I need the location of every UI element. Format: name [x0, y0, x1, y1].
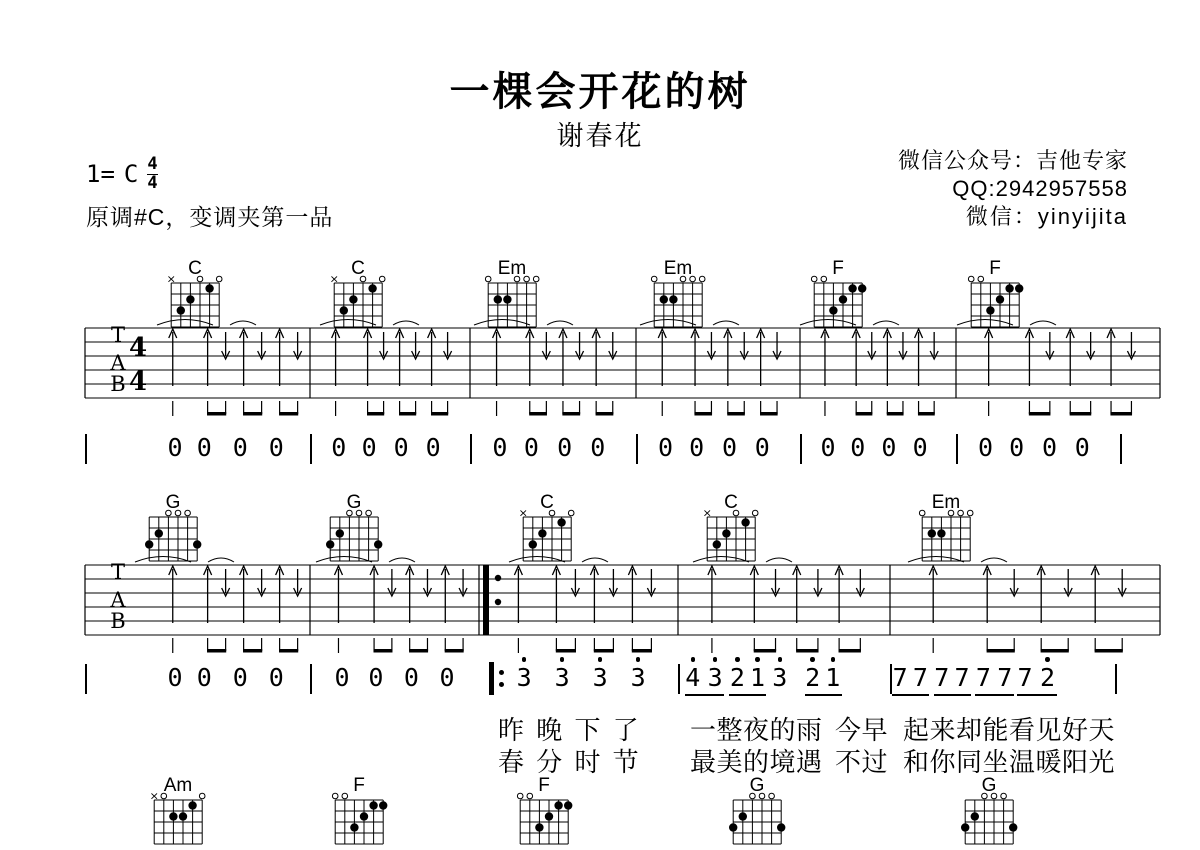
lyrics-line-2-group: 春 分 时 节: [498, 747, 640, 777]
melody-note: 2: [805, 663, 821, 692]
lyrics-line-2-group: 和你同坐温暖阳光: [903, 747, 1116, 777]
eighth-beam: [839, 649, 861, 653]
staff-time-signature: 4: [128, 367, 148, 397]
tie-arc-small: [547, 321, 573, 325]
octave-dot: [831, 657, 836, 662]
system-2-tab-staff: [0, 543, 1200, 659]
finger-dot: [545, 812, 553, 820]
repeat-start-sign: [479, 565, 501, 635]
finger-dot: [660, 295, 668, 303]
melody-note: 3: [630, 663, 646, 692]
finger-dot: [1009, 823, 1017, 831]
eighth-underline: [805, 694, 842, 696]
eighth-beam: [694, 412, 712, 416]
eighth-beam: [727, 412, 745, 416]
open-string-mark: [811, 276, 817, 282]
tab-letter-T: T: [110, 323, 126, 347]
octave-dot: [522, 657, 527, 662]
finger-dot: [379, 801, 387, 809]
lyrics-line-1-group: 昨 晚 下 了: [498, 715, 640, 745]
melody-note: 0: [425, 433, 441, 462]
finger-dot: [1015, 284, 1023, 292]
tie-arc-small: [389, 558, 415, 562]
contact-block: [898, 147, 1128, 231]
eighth-beam: [1041, 649, 1069, 653]
melody-barline: [85, 664, 87, 694]
melody-note: 0: [977, 433, 994, 462]
chord-name-label: Em: [497, 259, 527, 279]
finger-dot: [937, 529, 945, 537]
time-signature: [147, 156, 157, 193]
melody-note: 0: [820, 433, 836, 462]
chord-name-label: C: [724, 493, 738, 513]
eighth-beam: [207, 649, 226, 653]
open-string-mark: [332, 793, 338, 799]
eighth-beam: [556, 649, 576, 653]
contact-line-wechat-official: 微信公众号：吉他专家: [897, 148, 1128, 173]
finger-dot: [535, 823, 543, 831]
tie-arc: [135, 557, 191, 563]
finger-dot: [557, 518, 565, 526]
open-string-mark: [958, 510, 964, 516]
melody-note: 0: [268, 663, 284, 692]
melody-note: 0: [590, 433, 606, 462]
eighth-beam: [887, 412, 904, 416]
octave-dot: [778, 657, 783, 662]
contact-line-qq: QQ:2942957558: [952, 176, 1128, 201]
chord-name-label: F: [353, 776, 365, 796]
eighth-beam: [1070, 412, 1092, 416]
melody-note: 7: [954, 663, 970, 692]
tie-arc: [640, 320, 696, 326]
eighth-beam: [1029, 412, 1051, 416]
melody-note: 1: [749, 663, 766, 692]
finger-dot: [349, 295, 357, 303]
system-1-tab-staff: [0, 306, 1200, 422]
chord-name-label: C: [188, 259, 202, 279]
tie-arc-small: [582, 558, 608, 562]
finger-dot: [368, 284, 376, 292]
finger-dot: [729, 823, 737, 831]
melody-barline: [678, 664, 680, 694]
melody-note: 0: [439, 663, 455, 692]
key-signature: [86, 156, 158, 193]
staff-time-signature: 4: [128, 333, 148, 363]
eighth-beam: [760, 412, 778, 416]
chord-diagram-G: [951, 776, 1027, 848]
melody-note: 0: [1074, 433, 1090, 462]
octave-dot: [691, 657, 696, 662]
melody-note: 7: [997, 663, 1013, 692]
lyrics-line-2-group: 不过: [835, 747, 889, 777]
eighth-beam: [399, 412, 416, 416]
song-title: 一棵会开花的树: [449, 70, 751, 114]
melody-note: 0: [232, 433, 248, 462]
melody-note: 0: [881, 433, 897, 462]
open-string-mark: [690, 276, 696, 282]
eighth-beam: [243, 649, 262, 653]
octave-dot: [713, 657, 718, 662]
octave-dot: [560, 657, 565, 662]
octave-dot: [1045, 657, 1050, 662]
eighth-underline: [975, 694, 1013, 696]
tab-letter-A: A: [110, 351, 126, 375]
melody-note: 3: [707, 663, 723, 692]
tie-arc-small: [713, 321, 739, 325]
finger-dot: [169, 812, 177, 820]
octave-dot: [810, 657, 815, 662]
open-string-mark: [699, 276, 705, 282]
finger-dot: [848, 284, 856, 292]
octave-dot: [755, 657, 760, 662]
eighth-beam: [279, 649, 298, 653]
lyrics-line-2-group: 最美的境遇: [690, 747, 823, 777]
lyrics-line-1-group: 起来却能看见好天: [903, 715, 1116, 745]
tie-arc-small: [981, 558, 1007, 562]
tie-arc-small: [1030, 321, 1056, 325]
melody-barline: [310, 434, 312, 464]
melody-note: 2: [729, 663, 745, 692]
eighth-beam: [431, 412, 448, 416]
eighth-beam: [279, 412, 298, 416]
eighth-beam: [856, 412, 873, 416]
artist-name: 谢春花: [556, 121, 644, 151]
tie-arc-small: [230, 321, 256, 325]
tab-letter-T: T: [110, 560, 126, 584]
open-string-mark: [821, 276, 827, 282]
eighth-beam: [445, 649, 464, 653]
eighth-beam: [207, 412, 226, 416]
melody-note: 0: [912, 433, 928, 462]
finger-dot: [369, 801, 377, 809]
tie-arc: [800, 320, 856, 326]
melody-note: 3: [554, 663, 570, 692]
finger-dot: [155, 529, 163, 537]
octave-dot: [598, 657, 603, 662]
melody-note: 7: [1017, 663, 1033, 692]
finger-dot: [996, 295, 1004, 303]
muted-string-mark: ×: [702, 506, 712, 520]
lyrics-line-1-group: 一整夜的雨: [690, 715, 823, 745]
muted-string-mark: ×: [518, 506, 528, 520]
eighth-beam: [1110, 412, 1132, 416]
tie-arc-small: [766, 558, 792, 562]
open-string-mark: [524, 276, 530, 282]
eighth-underline: [934, 694, 971, 696]
tab-letter-B: B: [110, 609, 126, 633]
melody-note: 0: [721, 433, 737, 462]
open-string-mark: [199, 793, 205, 799]
finger-dot: [503, 295, 511, 303]
open-string-mark: [533, 276, 539, 282]
finger-dot: [350, 823, 358, 831]
muted-string-mark: ×: [166, 272, 176, 286]
tie-arc: [908, 557, 964, 563]
tie-arc: [509, 557, 565, 563]
octave-dot: [735, 657, 740, 662]
eighth-beam: [1095, 649, 1123, 653]
open-string-mark: [185, 510, 191, 516]
melody-note: 0: [1009, 433, 1025, 462]
open-string-mark: [769, 793, 775, 799]
melody-note: 0: [1041, 433, 1057, 462]
open-string-mark: [366, 510, 372, 516]
melody-note: 0: [657, 433, 674, 462]
open-string-mark: [978, 276, 984, 282]
open-string-mark: [919, 510, 925, 516]
open-string-mark: [485, 276, 491, 282]
melody-barline: [470, 434, 472, 464]
tie-arc: [316, 557, 372, 563]
finger-dot: [739, 812, 747, 820]
eighth-beam: [796, 649, 818, 653]
tab-letter-A: A: [110, 588, 126, 612]
chord-name-label: G: [165, 493, 181, 513]
chord-name-label: G: [749, 776, 765, 796]
open-string-mark: [1001, 793, 1007, 799]
melody-note: 0: [368, 663, 384, 692]
melody-note: 0: [523, 433, 539, 462]
finger-dot: [564, 801, 572, 809]
melody-note: 0: [167, 433, 183, 462]
melody-note: 7: [912, 663, 928, 692]
melody-barline: [636, 434, 638, 464]
chord-name-label: G: [981, 776, 997, 796]
melody-note: 0: [850, 433, 866, 462]
open-string-mark: [379, 276, 385, 282]
open-string-mark: [568, 510, 574, 516]
finger-dot: [179, 812, 187, 820]
chord-name-label: Am: [163, 776, 193, 796]
eighth-underline: [892, 694, 929, 696]
open-string-mark: [651, 276, 657, 282]
system-2-melody-row: [0, 663, 1200, 699]
melody-note: 3: [592, 663, 608, 692]
tie-arc-small: [873, 321, 899, 325]
chord-name-label: F: [989, 259, 1001, 279]
open-string-mark: [968, 276, 974, 282]
chord-diagram-Am: [140, 776, 216, 848]
finger-dot: [777, 823, 785, 831]
muted-string-mark: ×: [149, 789, 159, 803]
eighth-beam: [987, 649, 1015, 653]
melody-note: 2: [1039, 663, 1056, 692]
open-string-mark: [527, 793, 533, 799]
chord-diagram-F: [321, 776, 397, 848]
muted-string-mark: ×: [329, 272, 339, 286]
eighth-beam: [529, 412, 547, 416]
key-letter: C: [123, 160, 139, 189]
melody-barline: [1115, 664, 1117, 694]
melody-note: 0: [196, 433, 212, 462]
finger-dot: [722, 529, 730, 537]
tie-arc: [957, 320, 1013, 326]
eighth-beam: [754, 649, 776, 653]
open-string-mark: [517, 793, 523, 799]
eighth-beam: [367, 412, 384, 416]
melody-note: 0: [196, 663, 212, 692]
melody-note: 0: [334, 663, 350, 692]
time-signature-bottom: 4: [147, 172, 158, 193]
tie-arc-small: [208, 558, 234, 562]
melody-note: 0: [492, 433, 508, 462]
finger-dot: [554, 801, 562, 809]
system-1-melody-row: [0, 433, 1200, 469]
melody-note: 0: [331, 433, 347, 462]
chord-name-label: C: [351, 259, 365, 279]
chord-diagram-F: [506, 776, 582, 848]
eighth-underline: [685, 694, 724, 696]
melody-note: 0: [167, 663, 183, 692]
contact-line-wechat-id: 微信：yinyijita: [965, 204, 1128, 229]
eighth-beam: [918, 412, 935, 416]
melody-note: 0: [232, 663, 248, 692]
finger-dot: [186, 295, 194, 303]
lyrics-line-1-group: 今早: [835, 715, 889, 745]
finger-dot: [494, 295, 502, 303]
chord-diagram-G: [719, 776, 795, 848]
melody-note: 3: [772, 663, 788, 692]
octave-dot: [636, 657, 641, 662]
eighth-beam: [409, 649, 428, 653]
time-signature-top: 4: [147, 154, 158, 174]
chord-name-label: C: [540, 493, 554, 513]
eighth-beam: [373, 649, 392, 653]
melody-note: 0: [754, 433, 770, 462]
melody-note: 7: [975, 663, 991, 692]
tie-arc: [320, 320, 376, 326]
open-string-mark: [216, 276, 222, 282]
finger-dot: [538, 529, 546, 537]
eighth-beam: [594, 649, 614, 653]
open-string-mark: [342, 793, 348, 799]
melody-barline: [956, 434, 958, 464]
melody-note: 3: [516, 663, 532, 692]
chord-name-label: Em: [663, 259, 693, 279]
tie-arc: [157, 320, 213, 326]
melody-note: 0: [268, 433, 284, 462]
eighth-underline: [1017, 694, 1057, 696]
melody-note: 7: [934, 663, 950, 692]
open-string-mark: [752, 510, 758, 516]
melody-barline: [310, 664, 312, 694]
chord-name-label: F: [832, 259, 844, 279]
melody-barline: [85, 434, 87, 464]
melody-note: 0: [557, 433, 573, 462]
finger-dot: [839, 295, 847, 303]
eighth-beam: [632, 649, 652, 653]
chord-name-label: F: [538, 776, 550, 796]
eighth-beam: [596, 412, 614, 416]
finger-dot: [741, 518, 749, 526]
tuning-note: 原调#C，变调夹第一品: [86, 204, 334, 230]
melody-note: 0: [403, 663, 419, 692]
melody-note: 1: [825, 663, 841, 692]
eighth-beam: [562, 412, 580, 416]
bottom-row-tie-arcs: [0, 844, 1200, 850]
melody-barline: [1120, 434, 1122, 464]
finger-dot: [961, 823, 969, 831]
tie-arc: [474, 320, 530, 326]
melody-note: 0: [361, 433, 377, 462]
tie-arc-small: [393, 321, 419, 325]
finger-dot: [1005, 284, 1013, 292]
melody-barline: [800, 434, 802, 464]
melody-note: 4: [685, 663, 701, 692]
finger-dot: [205, 284, 213, 292]
finger-dot: [669, 295, 677, 303]
tab-letter-B: B: [110, 372, 126, 396]
melody-note: 0: [393, 433, 409, 462]
chord-name-label: Em: [931, 493, 961, 513]
melody-note: 7: [892, 663, 908, 692]
finger-dot: [971, 812, 979, 820]
eighth-underline: [729, 694, 766, 696]
chord-name-label: G: [346, 493, 362, 513]
finger-dot: [858, 284, 866, 292]
key-prefix: 1=: [86, 160, 115, 189]
finger-dot: [336, 529, 344, 537]
eighth-beam: [243, 412, 262, 416]
melody-note: 0: [689, 433, 705, 462]
finger-dot: [360, 812, 368, 820]
tie-arc: [693, 557, 749, 563]
open-string-mark: [967, 510, 973, 516]
finger-dot: [188, 801, 196, 809]
finger-dot: [928, 529, 936, 537]
